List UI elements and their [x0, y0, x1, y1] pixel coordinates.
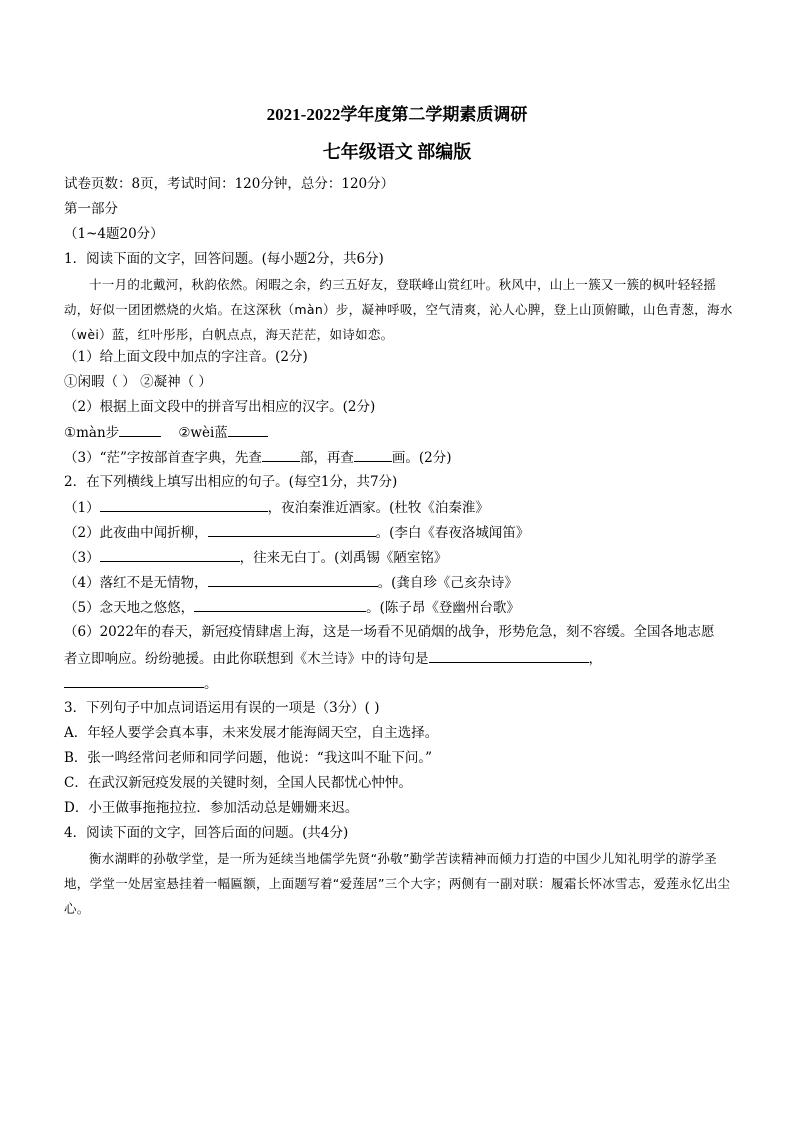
q2-item-suffix: ，往来无白丁。(刘禹锡《陋室铭》 [239, 550, 448, 566]
q2-item [64, 522, 529, 543]
answer-blank[interactable] [208, 522, 376, 537]
exam-info: 试卷页数：8页，考试时间：120分钟，总分：120分） [64, 176, 395, 192]
q2-item-prefix: （2）此夜曲中闻折柳， [64, 525, 208, 541]
q2-item [64, 597, 520, 618]
q2-stem: 2．在下列横线上填写出相应的句子。(每空1分，共7分) [64, 474, 398, 490]
q1-sub2-answers [64, 422, 268, 443]
q3-stem: 3．下列句子中加点词语运用有误的一项是（3分）( ) [64, 700, 380, 716]
q1-sub1: （1）给上面文段中加点的字注音。(2分) [64, 349, 308, 365]
part-heading: 第一部分 [64, 201, 118, 217]
q4-stem: 4．阅读下面的文字，回答后面的问题。(共4分) [64, 825, 349, 841]
q1-passage: 十一月的北戴河，秋韵依然。闲暇之余，约三五好友，登联峰山赏红叶。秋风中，山上一簇又一簇的枫叶轻轻摇动，好似一团团燃烧的火焰。在这深秋（màn）步，凝神呼吸，空气清爽，沁人心脾，登上山顶俯瞰，山色青葱，海水（wèi）蓝，红叶彤彤，白帆点点，海天茫茫，如诗如恋。 [64, 277, 733, 342]
q1-sub2: （2）根据上面文段中的拼音写出相应的汉字。(2分) [64, 399, 376, 415]
q1-sub3-text-a: （3）“茫”字按部首查字典，先查 [64, 450, 262, 466]
q2-item6-line2 [64, 648, 602, 669]
q1-sub2-a-label: ①màn步 [64, 425, 120, 441]
q2-item-suffix: ，夜泊秦淮近酒家。(杜牧《泊秦淮》 [267, 500, 489, 516]
question-range: （1~4题20分） [64, 226, 164, 242]
answer-blank[interactable] [100, 497, 268, 512]
q2-item6-line3 [64, 673, 218, 694]
q1-sub2-b-label: ②wèi蓝 [178, 425, 228, 441]
q1-stem: 1．阅读下面的文字，回答问题。(每小题2分，共6分) [64, 251, 384, 267]
q2-item-prefix: （4）落红不是无情物， [64, 575, 208, 591]
answer-blank[interactable] [194, 597, 366, 612]
answer-blank[interactable] [228, 422, 268, 437]
q2-item6-text: 者立即响应。纷纷驰援。由此你联想到《木兰诗》中的诗句是 [64, 651, 429, 667]
q2-item-prefix: （3） [64, 550, 100, 566]
exam-subtitle: 七年级语文 部编版 [322, 142, 472, 162]
answer-blank[interactable] [262, 447, 300, 462]
q2-item-suffix: 。(李白《春夜洛城闻笛》 [375, 525, 530, 541]
q2-item-suffix: 。(龚自珍《己亥杂诗》 [377, 575, 518, 591]
q1-sub3-text-b: 部，再查 [299, 450, 354, 466]
answer-blank[interactable] [208, 572, 378, 587]
q2-item6-comma: ， [588, 651, 602, 667]
q2-item-prefix: （5）念天地之悠悠， [64, 600, 195, 616]
q3-option-c[interactable]: C．在武汉新冠疫发展的关键时刻，全国人民都忧心忡忡。 [64, 775, 412, 791]
q2-item-suffix: 。(陈子昂《登幽州台歌》 [366, 600, 520, 616]
q2-item [64, 497, 489, 518]
q2-item-prefix: （1） [64, 500, 100, 516]
q1-sub3 [64, 447, 452, 468]
q2-item6-line1: （6）2022年的春天，新冠疫情肆虐上海，这是一场看不见硝烟的战争，形势危急，刻不容缓。全国各地志愿 [64, 624, 715, 640]
answer-blank[interactable] [429, 648, 589, 663]
answer-blank[interactable] [64, 673, 204, 688]
q3-option-d[interactable]: D．小王做事拖拖拉拉．参加活动总是姗姗来迟。 [64, 800, 359, 816]
exam-title: 2021-2022学年度第二学期素质调研 [266, 105, 528, 124]
answer-blank[interactable] [119, 422, 161, 437]
q2-item [64, 572, 518, 593]
q2-item [64, 547, 447, 568]
q3-option-b[interactable]: B．张一鸣经常问老师和同学问题，他说：“我这叫不耻下问。” [64, 750, 432, 766]
answer-blank[interactable] [354, 447, 392, 462]
answer-blank[interactable] [100, 547, 240, 562]
q3-option-a[interactable]: A．年轻人要学会真本事，未来发展才能海阔天空，自主选择。 [64, 725, 439, 741]
q4-passage: 衡水湖畔的孙敬学堂，是一所为延续当地儒学先贤“孙敬”勤学苦读精神而倾力打造的中国少儿知礼明学的游学圣地，学堂一处居室悬挂着一幅匾额，上面题写着“爱莲居”三个大字；两侧有一副对联：履霜长怀冰雪志，爱莲永忆出尘心。 [64, 851, 731, 916]
q2-item6-period: 。 [204, 676, 218, 692]
q1-sub3-text-c: 画。(2分) [391, 450, 452, 466]
q1-sub1-options: ①闲暇（ ） ②凝神（ ） [64, 374, 212, 390]
